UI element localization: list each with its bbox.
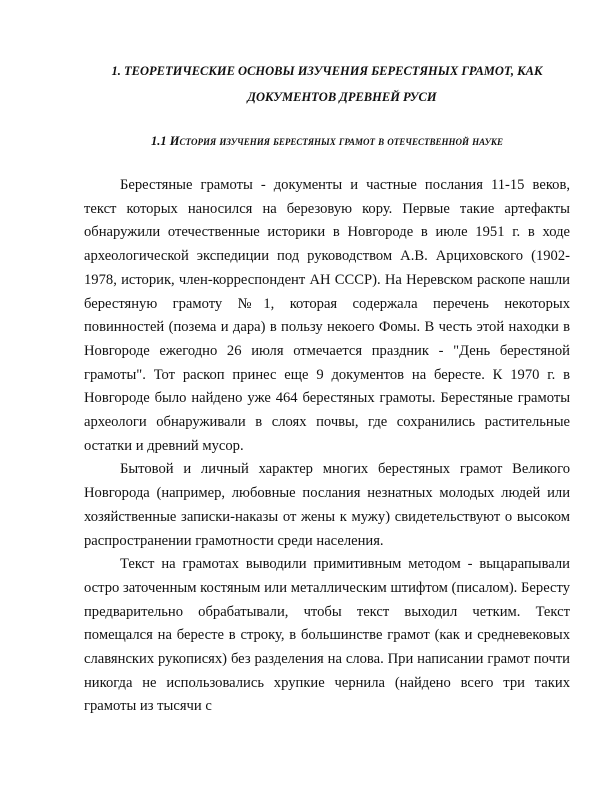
- chapter-title-line1: 1. ТЕОРЕТИЧЕСКИЕ ОСНОВЫ ИЗУЧЕНИЯ БЕРЕСТЯНЫХ ГРАМОТ, КАК: [111, 64, 543, 78]
- chapter-title-line2: ДОКУМЕНТОВ ДРЕВНЕЙ РУСИ: [247, 90, 437, 104]
- section-title: 1.1 История изучения берестяных грамот в отечественной науке: [151, 134, 503, 148]
- document-page: [84, 50, 570, 719]
- paragraph-1: Берестяные грамоты - документы и частные послания 11-15 веков, текст которых наносился на березовую кору. Первые такие артефакты обнаружили отечественные историки в Новгороде в июле 1951 г. в ходе археологической экспедиции под руководством А.В. Арциховского (1902-1978, историк, член-корреспондент АН СССР). На Неревском раскопе нашли берестяную грамоту №1, которая содержала перечень некоторых повинностей (позема и дара) в пользу некоего Фомы. В честь этой находки в Новгороде ежегодно 26 июля отмечается праздник - "День берестяной грамоты". Тот раскоп принес еще 9 документов на бересте. К 1970 г. в Новгороде было найдено уже 464 берестяных грамоты. Берестяные грамоты археологи обнаруживали в слоях почвы, где сохранились растительные остатки и древний мусор.: [84, 177, 570, 454]
- paragraph-3: Текст на грамотах выводили примитивным методом - выцарапывали остро заточенным костяным или металлическим штифтом (писалом). Бересту предварительно обрабатывали, чтобы текст выходил четким. Текст помещался на бересте в строку, в большинстве грамот (как и средневековых славянских рукописях) без разделения на слова. При написании грамот почти никогда не использовались хрупкие чернила (найдено всего три таких грамоты из тысячи с: [84, 556, 570, 715]
- document-body: [84, 174, 570, 719]
- paragraph-2: Бытовой и личный характер многих берестяных грамот Великого Новгорода (например, любовные послания незнатных молодых людей или хозяйственные записки-наказы от жены к мужу) свидетельствуют о высоком распространении грамотности среди населения.: [84, 461, 570, 549]
